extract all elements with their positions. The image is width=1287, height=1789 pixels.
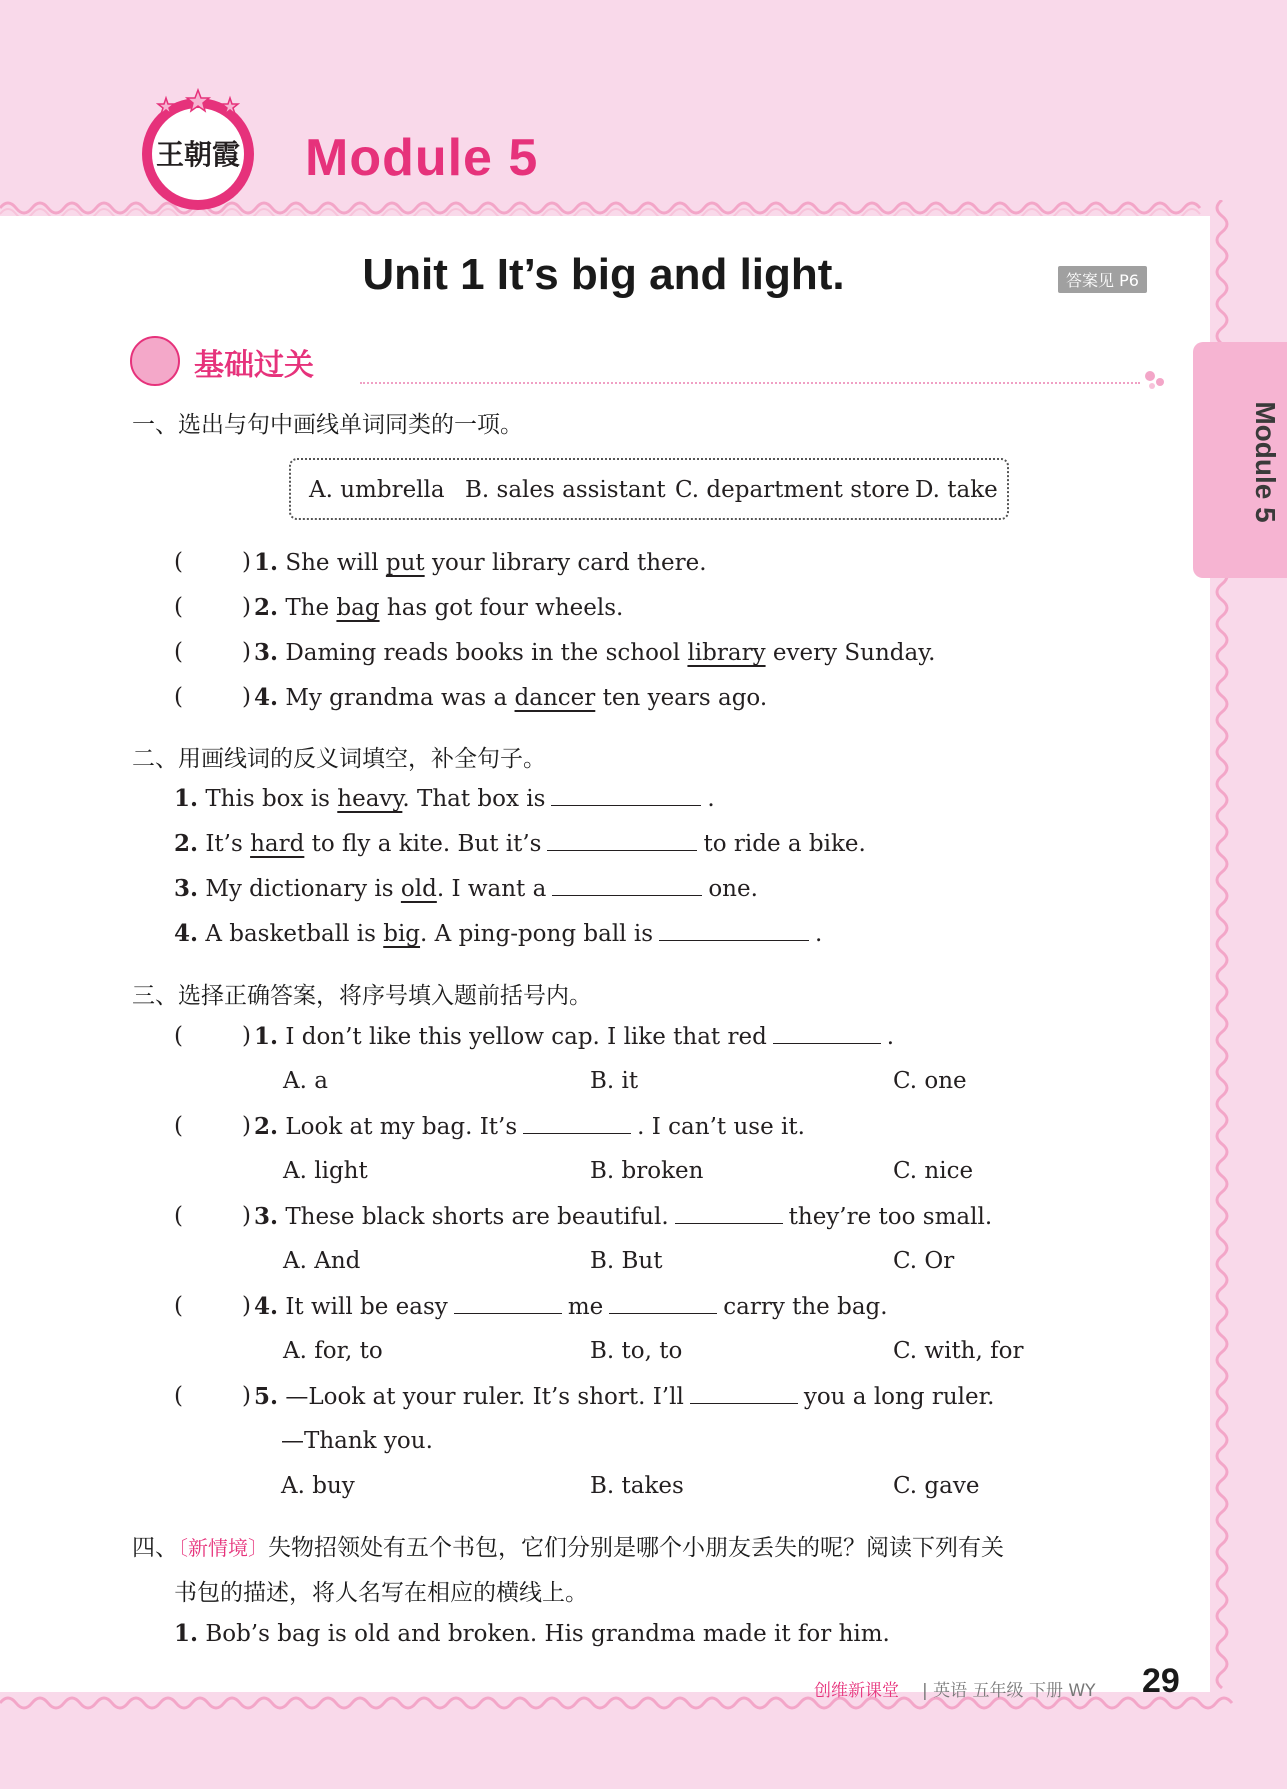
- page-number: 29: [1142, 1662, 1180, 1700]
- new-context-tag: 〔新情境〕: [178, 1536, 268, 1560]
- answer-blank[interactable]: [551, 804, 701, 806]
- option-c: C. Or: [893, 1248, 955, 1274]
- publisher-logo: [136, 88, 260, 212]
- option-b: B. it: [590, 1068, 639, 1094]
- answer-blank[interactable]: [454, 1312, 562, 1314]
- choice-b: B. sales assistant: [465, 477, 666, 503]
- module-title: Module 5: [305, 129, 539, 187]
- part2-item: 3. My dictionary is old. I want a one.: [174, 875, 758, 902]
- footer-course-info: | 英语 五年级 下册 WY: [922, 1681, 1096, 1701]
- option-c: C. nice: [893, 1158, 974, 1184]
- decorative-dots-icon: [1144, 368, 1168, 392]
- answer-blank[interactable]: [547, 849, 697, 851]
- part2-item: 1. This box is heavy. That box is .: [174, 785, 715, 812]
- option-b: B. But: [590, 1248, 663, 1274]
- section-divider: [360, 382, 1140, 384]
- footer-brand: 创维新课堂: [814, 1681, 899, 1701]
- answer-blank[interactable]: [659, 939, 809, 941]
- unit-title: Unit 1 It’s big and light.: [362, 250, 845, 299]
- answer-blank[interactable]: [523, 1132, 631, 1134]
- section-title: 基础过关: [194, 348, 314, 383]
- answer-blank[interactable]: [690, 1402, 798, 1404]
- option-b: B. to, to: [590, 1338, 683, 1364]
- part2-instruction: 二、用画线词的反义词填空，补全句子。: [132, 746, 546, 772]
- dialogue-reply: —Thank you.: [281, 1428, 433, 1454]
- option-c: C. with, for: [893, 1338, 1024, 1364]
- option-b: B. broken: [590, 1158, 704, 1184]
- logo-text: 王朝霞: [155, 138, 241, 171]
- part4-item: 1. Bob’s bag is old and broken. His grandma made it for him.: [174, 1620, 890, 1647]
- option-c: C. one: [893, 1068, 967, 1094]
- girl-avatar-icon: [130, 336, 180, 386]
- answer-blank[interactable]: [609, 1312, 717, 1314]
- answer-blank[interactable]: [552, 894, 702, 896]
- option-a: A. And: [283, 1248, 361, 1274]
- option-a: A. for, to: [283, 1338, 383, 1364]
- part4-instruction: 四、〔新情境〕失物招领处有五个书包，它们分别是哪个小朋友丢失的呢？阅读下列有关: [132, 1535, 1004, 1561]
- option-b: B. takes: [590, 1473, 684, 1499]
- part2-item: 2. It’s hard to fly a kite. But it’s to ride a bike.: [174, 830, 866, 857]
- answer-blank[interactable]: [773, 1042, 881, 1044]
- choice-c: C. department store: [675, 477, 910, 503]
- option-a: A. a: [283, 1068, 328, 1094]
- part4-instruction-line2: 书包的描述，将人名写在相应的横线上。: [174, 1580, 588, 1606]
- side-tab-label: Module 5: [1250, 401, 1281, 523]
- part3-instruction: 三、选择正确答案，将序号填入题前括号内。: [132, 983, 592, 1009]
- option-c: C. gave: [893, 1473, 980, 1499]
- answer-reference-badge: 答案见 P6: [1058, 266, 1147, 293]
- answer-blank[interactable]: [675, 1222, 783, 1224]
- option-a: A. light: [283, 1158, 368, 1184]
- part2-item: 4. A basketball is big. A ping-pong ball is .: [174, 920, 823, 947]
- section-header: [130, 336, 1170, 386]
- part1-instruction: 一、选出与句中画线单词同类的一项。: [132, 412, 523, 438]
- choice-d: D. take: [915, 477, 998, 503]
- word-choice-box: [289, 458, 1009, 520]
- option-a: A. buy: [281, 1473, 355, 1499]
- choice-a: A. umbrella: [309, 477, 445, 503]
